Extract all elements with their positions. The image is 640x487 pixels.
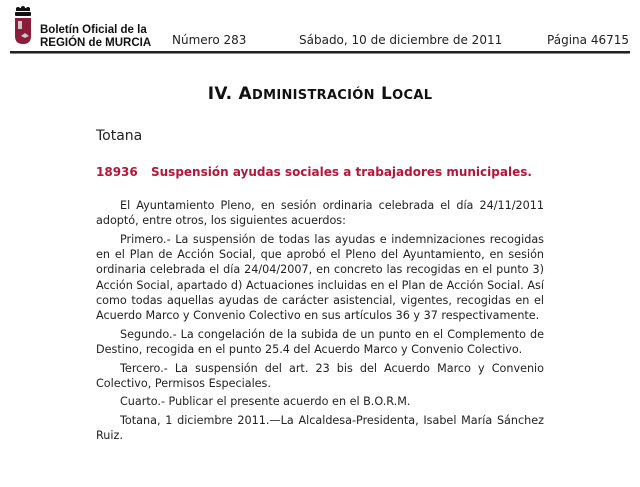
issue-number: Número 283 — [172, 33, 247, 47]
paragraph: El Ayuntamiento Pleno, en sesión ordinaria celebrada el día 24/11/2011 adoptó, entre otros, los siguientes acuerdos: — [96, 199, 544, 228]
brand-line-1: Boletín Oficial de la — [40, 24, 147, 36]
paragraph: Primero.- La suspensión de todas las ayudas e indemnizaciones recogidas en el Plan de Acción Social, que aprobó el Pleno del Ayuntamiento, en sesión ordinaria celebrada el día 24/04/2007, en concreto las recogidas en el punto 3) Acción Social, apartado d) Actuaciones incluidas en el Plan de Acción Social. Así como todas aquellas ayudas de carácter asistencial, vigentes, recogidas en el Acuerdo Marco y Convenio Colectivo en sus artículos 36 y 37 respectivamente. — [96, 232, 544, 323]
publication-brand — [40, 24, 151, 50]
page-number: Página 46715 — [547, 33, 629, 47]
section-title-part: L — [374, 84, 393, 104]
issue-date: Sábado, 10 de diciembre de 2011 — [299, 33, 503, 47]
municipality: Totana — [96, 128, 143, 144]
announcement-body — [96, 198, 544, 447]
announcement-title: Suspensión ayudas sociales a trabajadores municipales. — [151, 165, 532, 179]
section-title-part: OCAL — [392, 88, 433, 103]
paragraph: Segundo.- La congelación de la subida de un punto en el Complemento de Destino, recogida en el punto 25.4 del Acuerdo Marco y Convenio Colectivo. — [96, 327, 544, 357]
section-title-part: DMINISTRACIÓN — [252, 88, 375, 103]
coat-of-arms-icon — [12, 6, 34, 46]
header-divider — [10, 51, 630, 54]
announcement-number: 18936 — [96, 165, 138, 179]
section-title-part: IV. A — [207, 84, 253, 104]
announcement-heading — [96, 165, 532, 179]
page-header — [0, 0, 640, 60]
paragraph: Cuarto.- Publicar el presente acuerdo en el B.O.R.M. — [120, 395, 411, 409]
brand-line-2: REGIÓN de MURCIA — [40, 37, 152, 49]
paragraph: Tercero.- La suspensión del art. 23 bis del Acuerdo Marco y Convenio Colectivo, Permisos Especiales. — [96, 361, 544, 390]
section-title — [0, 84, 640, 104]
signature: Totana, 1 diciembre 2011.—La Alcaldesa-Presidenta, Isabel María Sánchez Ruiz. — [96, 413, 544, 443]
